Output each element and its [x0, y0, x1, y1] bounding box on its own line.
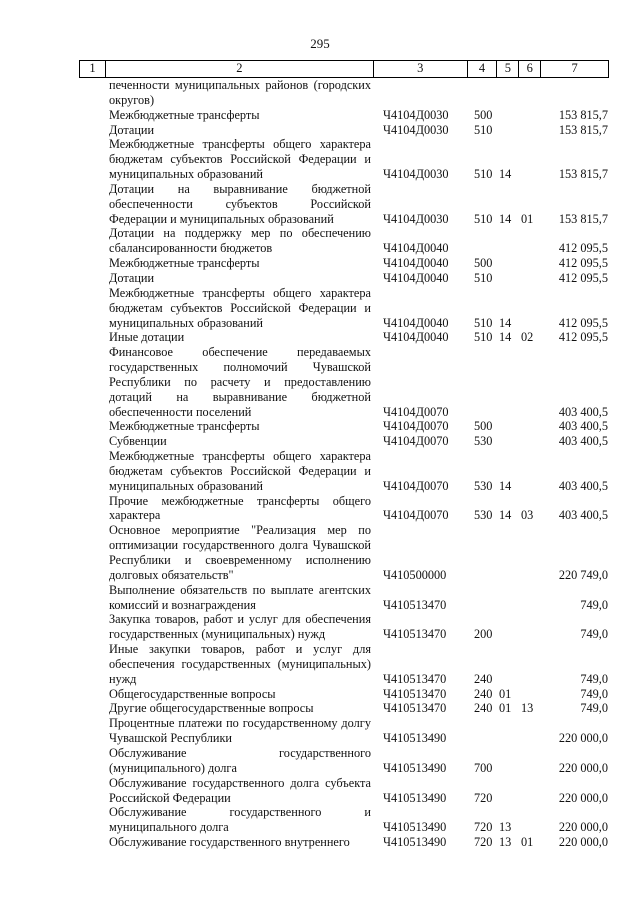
page-number: 295: [310, 36, 330, 51]
table-row: [79, 642, 609, 687]
amount: 153 815,7: [558, 211, 608, 226]
row-description: печенности муниципальных районов (городских округов): [109, 78, 371, 107]
row-description: Общегосударственные вопросы: [109, 686, 276, 701]
table-row: [79, 583, 609, 613]
expense-type: 510: [474, 122, 493, 137]
amount: 153 815,7: [558, 107, 608, 122]
target-code: Ч410513470: [383, 686, 447, 701]
table-row: [79, 345, 609, 419]
subsection-code: 02: [521, 330, 534, 345]
target-code: Ч4104Д0070: [383, 434, 449, 449]
table-row: [79, 687, 609, 702]
row-description: Обслуживание государственного (муниципального) долга: [109, 745, 371, 775]
row-description: Дотации на поддержку мер по обеспечению сбалансированности бюджетов: [109, 226, 371, 256]
amount: 412 095,5: [558, 330, 608, 345]
table-row: [79, 271, 609, 286]
column-header: 4: [467, 61, 497, 77]
row-description: Закупка товаров, работ и услуг для обеспечения государственных (муниципальных) нужд: [109, 612, 371, 642]
row-description: Выполнение обязательств по выплате агентских комиссий и вознаграждения: [109, 582, 371, 612]
target-code: Ч410513470: [383, 671, 447, 686]
amount: 412 095,5: [558, 270, 608, 285]
expense-type: 500: [474, 419, 493, 434]
budget-table: [79, 60, 609, 850]
row-description: Иные закупки товаров, работ и услуг для обеспечения государственных (муниципальных) нужд: [109, 642, 371, 686]
amount: 220 000,0: [558, 820, 608, 835]
amount: 749,0: [580, 627, 608, 642]
target-code: Ч4104Д0040: [383, 315, 449, 330]
expense-type: 700: [474, 760, 493, 775]
amount: 412 095,5: [558, 315, 608, 330]
section-code: 01: [499, 686, 512, 701]
amount: 403 400,5: [558, 508, 608, 523]
table-row: [79, 137, 609, 182]
row-description: Межбюджетные трансферты: [109, 256, 260, 271]
row-description: Процентные платежи по государственному долгу Чувашской Республики: [109, 716, 371, 746]
table-row: [79, 434, 609, 449]
expense-type: 500: [474, 107, 493, 122]
target-code: Ч4104Д0030: [383, 211, 449, 226]
expense-type: 510: [474, 330, 493, 345]
target-code: Ч4104Д0040: [383, 256, 449, 271]
table-row: [79, 286, 609, 331]
expense-type: 510: [474, 211, 493, 226]
table-row: [79, 330, 609, 345]
row-description: Прочие межбюджетные трансферты общего характера: [109, 493, 371, 523]
amount: 749,0: [580, 671, 608, 686]
target-code: Ч4104Д0040: [383, 330, 449, 345]
row-description: Дотации: [109, 122, 155, 137]
table-row: [79, 523, 609, 582]
expense-type: 530: [474, 508, 493, 523]
row-description: Межбюджетные трансферты общего характера бюджетам субъектов Российской Федерации и муниципальных образований: [109, 137, 371, 182]
expense-type: 510: [474, 315, 493, 330]
row-description: Субвенции: [109, 434, 167, 449]
amount: 749,0: [580, 597, 608, 612]
section-code: 13: [499, 835, 512, 850]
expense-type: 510: [474, 270, 493, 285]
row-description: Обслуживание государственного долга субъекта Российской Федерации: [109, 775, 371, 805]
target-code: Ч410513490: [383, 835, 447, 850]
subsection-code: 03: [521, 508, 534, 523]
section-code: 14: [499, 315, 512, 330]
expense-type: 240: [474, 671, 493, 686]
amount: 220 000,0: [558, 835, 608, 850]
table-row: [79, 419, 609, 434]
expense-type: 240: [474, 686, 493, 701]
section-code: 14: [499, 478, 512, 493]
target-code: Ч410513490: [383, 731, 447, 746]
expense-type: 720: [474, 835, 493, 850]
row-description: Обслуживание государственного и муниципального долга: [109, 805, 371, 835]
row-description: Межбюджетные трансферты общего характера бюджетам субъектов Российской Федерации и муниципальных образований: [109, 285, 371, 330]
amount: 153 815,7: [558, 122, 608, 137]
target-code: Ч410513470: [383, 597, 447, 612]
amount: 403 400,5: [558, 434, 608, 449]
column-header: 1: [89, 61, 96, 75]
row-description: Иные дотации: [109, 330, 185, 345]
target-code: Ч4104Д0030: [383, 107, 449, 122]
section-code: 13: [499, 820, 512, 835]
subsection-code: 01: [521, 211, 534, 226]
amount: 403 400,5: [558, 404, 608, 419]
table-row: [79, 612, 609, 642]
column-header: 5: [496, 61, 518, 77]
table-row: [79, 805, 609, 835]
target-code: Ч4104Д0070: [383, 508, 449, 523]
section-code: 14: [499, 508, 512, 523]
target-code: Ч410513490: [383, 760, 447, 775]
table-row: [79, 108, 609, 123]
row-description: Обслуживание государственного внутреннего: [109, 835, 350, 850]
target-code: Ч4104Д0040: [383, 241, 449, 256]
table-row: [79, 256, 609, 271]
target-code: Ч4104Д0070: [383, 478, 449, 493]
table-row: [79, 746, 609, 776]
table-row: [79, 226, 609, 256]
row-description: Дотации на выравнивание бюджетной обеспеченности субъектов Российской Федерации и муниципальных образований: [109, 181, 371, 226]
target-code: Ч4104Д0070: [383, 419, 449, 434]
amount: 220 000,0: [558, 731, 608, 746]
expense-type: 530: [474, 434, 493, 449]
column-header: 7: [540, 61, 608, 77]
expense-type: 510: [474, 167, 493, 182]
expense-type: 500: [474, 256, 493, 271]
target-code: Ч4104Д0040: [383, 270, 449, 285]
section-code: 14: [499, 167, 512, 182]
row-description: Дотации: [109, 270, 155, 285]
amount: 220 749,0: [558, 567, 608, 582]
table-row: [79, 494, 609, 524]
subsection-code: 01: [521, 835, 534, 850]
amount: 749,0: [580, 686, 608, 701]
amount: 403 400,5: [558, 419, 608, 434]
expense-type: 720: [474, 820, 493, 835]
table-body: [79, 78, 609, 850]
target-code: Ч410513490: [383, 820, 447, 835]
amount: 749,0: [580, 701, 608, 716]
target-code: Ч4104Д0030: [383, 122, 449, 137]
target-code: Ч410500000: [383, 567, 447, 582]
column-header: 2: [105, 61, 373, 77]
row-description: Основное мероприятие "Реализация мер по оптимизации государственного долга Чувашской Республики и своевременному исполнению долговых обязательств": [109, 523, 371, 582]
table-row: [79, 123, 609, 138]
table-row: [79, 701, 609, 716]
table-row: [79, 716, 609, 746]
target-code: Ч4104Д0070: [383, 404, 449, 419]
target-code: Ч4104Д0030: [383, 167, 449, 182]
expense-type: 720: [474, 790, 493, 805]
table-row: [79, 78, 609, 108]
target-code: Ч410513490: [383, 790, 447, 805]
expense-type: 240: [474, 701, 493, 716]
amount: 220 000,0: [558, 760, 608, 775]
row-description: Межбюджетные трансферты: [109, 107, 260, 122]
row-description: Межбюджетные трансферты общего характера бюджетам субъектов Российской Федерации и муниципальных образований: [109, 449, 371, 493]
row-description: Другие общегосударственные вопросы: [109, 701, 314, 716]
section-code: 01: [499, 701, 512, 716]
subsection-code: 13: [521, 701, 534, 716]
amount: 403 400,5: [558, 478, 608, 493]
column-header: 6: [518, 61, 540, 77]
table-header: [79, 60, 609, 78]
table-row: [79, 449, 609, 494]
expense-type: 200: [474, 627, 493, 642]
row-description: Межбюджетные трансферты: [109, 419, 260, 434]
section-code: 14: [499, 330, 512, 345]
amount: 153 815,7: [558, 167, 608, 182]
amount: 412 095,5: [558, 256, 608, 271]
expense-type: 530: [474, 478, 493, 493]
amount: 412 095,5: [558, 241, 608, 256]
column-header: 3: [373, 61, 467, 77]
amount: 220 000,0: [558, 790, 608, 805]
target-code: Ч410513470: [383, 627, 447, 642]
table-row: [79, 182, 609, 227]
table-row: [79, 835, 609, 850]
section-code: 14: [499, 211, 512, 226]
row-description: Финансовое обеспечение передаваемых государственных полномочий Чувашской Республики по расчету и предоставлению дотаций на выравнивание бюджетной обеспеченности поселений: [109, 345, 371, 419]
target-code: Ч410513470: [383, 701, 447, 716]
table-row: [79, 776, 609, 806]
